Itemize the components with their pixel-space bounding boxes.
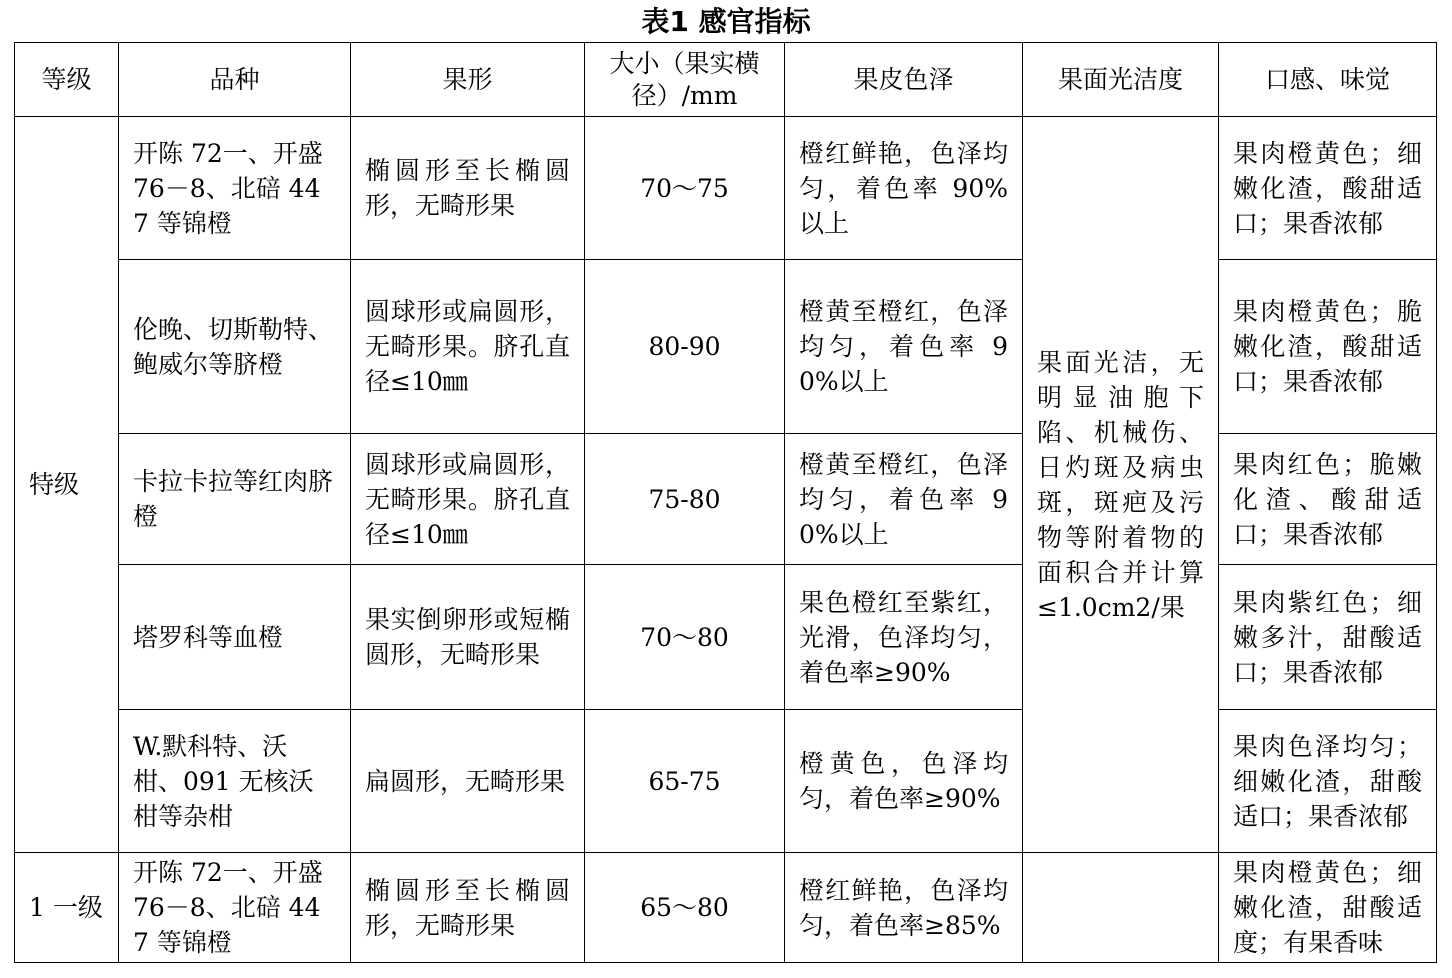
- color-cell: 橙红鲜艳，色泽均匀，着色率≥85%: [785, 853, 1023, 963]
- shape-cell: 椭圆形至长椭圆形，无畸形果: [351, 117, 585, 260]
- shape-cell: 圆球形或扁圆形，无畸形果。脐孔直径≤10㎜: [351, 434, 585, 565]
- table-row: [15, 260, 1437, 434]
- table-row: [15, 853, 1437, 963]
- shape-cell: 果实倒卵形或短椭圆形，无畸形果: [351, 565, 585, 710]
- surface-cell-special: 果面光洁，无明显油胞下陷、机械伤、日灼斑及病虫斑，斑疤及污物等附着物的面积合并计算≤1.0cm2/果: [1023, 117, 1219, 853]
- shape-cell: 扁圆形，无畸形果: [351, 710, 585, 853]
- header-shape: 果形: [351, 43, 585, 117]
- variety-cell: 开陈 72一、开盛 76－8、北碚 447 等锦橙: [119, 117, 351, 260]
- size-cell: 70～80: [585, 565, 785, 710]
- table-row: [15, 117, 1437, 260]
- size-cell: 80-90: [585, 260, 785, 434]
- header-color: 果皮色泽: [785, 43, 1023, 117]
- taste-cell: 果肉色泽均匀；细嫩化渣，甜酸适口；果香浓郁: [1219, 710, 1437, 853]
- color-cell: 橙黄至橙红，色泽均匀，着色率 90%以上: [785, 260, 1023, 434]
- variety-cell: 卡拉卡拉等红肉脐橙: [119, 434, 351, 565]
- color-cell: 橙红鲜艳，色泽均匀，着色率 90%以上: [785, 117, 1023, 260]
- header-row: [15, 43, 1437, 117]
- shape-cell: 圆球形或扁圆形，无畸形果。脐孔直径≤10㎜: [351, 260, 585, 434]
- color-cell: 橙黄至橙红，色泽均匀，着色率 90%以上: [785, 434, 1023, 565]
- header-variety: 品种: [119, 43, 351, 117]
- table-row: [15, 565, 1437, 710]
- table-title: 表1 感官指标: [641, 5, 811, 38]
- size-cell: 65-75: [585, 710, 785, 853]
- taste-cell: 果肉红色；脆嫩化渣、酸甜适口；果香浓郁: [1219, 434, 1437, 565]
- shape-cell: 椭圆形至长椭圆形，无畸形果: [351, 853, 585, 963]
- table-row: [15, 434, 1437, 565]
- header-grade: 等级: [15, 43, 119, 117]
- table-row: [15, 710, 1437, 853]
- header-taste: 口感、味觉: [1219, 43, 1437, 117]
- taste-cell: 果肉紫红色；细嫩多汁，甜酸适口；果香浓郁: [1219, 565, 1437, 710]
- size-cell: 75-80: [585, 434, 785, 565]
- color-cell: 橙黄色，色泽均匀，着色率≥90%: [785, 710, 1023, 853]
- surface-cell-first: [1023, 853, 1219, 963]
- sensory-index-table: [14, 42, 1437, 963]
- size-cell: 70～75: [585, 117, 785, 260]
- taste-cell: 果肉橙黄色；细嫩化渣，甜酸适度；有果香味: [1219, 853, 1437, 963]
- variety-cell: 开陈 72一、开盛 76－8、北碚 447 等锦橙: [119, 853, 351, 963]
- color-cell: 果色橙红至紫红，光滑，色泽均匀，着色率≥90%: [785, 565, 1023, 710]
- variety-cell: 塔罗科等血橙: [119, 565, 351, 710]
- grade-cell-special: 特级: [15, 117, 119, 853]
- size-cell: 65～80: [585, 853, 785, 963]
- taste-cell: 果肉橙黄色；脆嫩化渣，酸甜适口；果香浓郁: [1219, 260, 1437, 434]
- taste-cell: 果肉橙黄色；细嫩化渣，酸甜适口；果香浓郁: [1219, 117, 1437, 260]
- header-surface: 果面光洁度: [1023, 43, 1219, 117]
- header-size: 大小（果实横径）/mm: [585, 43, 785, 117]
- variety-cell: 伦晚、切斯勒特、鲍威尔等脐橙: [119, 260, 351, 434]
- grade-cell-first: 1 一级: [15, 853, 119, 963]
- variety-cell: W.默科特、沃柑、091 无核沃柑等杂柑: [119, 710, 351, 853]
